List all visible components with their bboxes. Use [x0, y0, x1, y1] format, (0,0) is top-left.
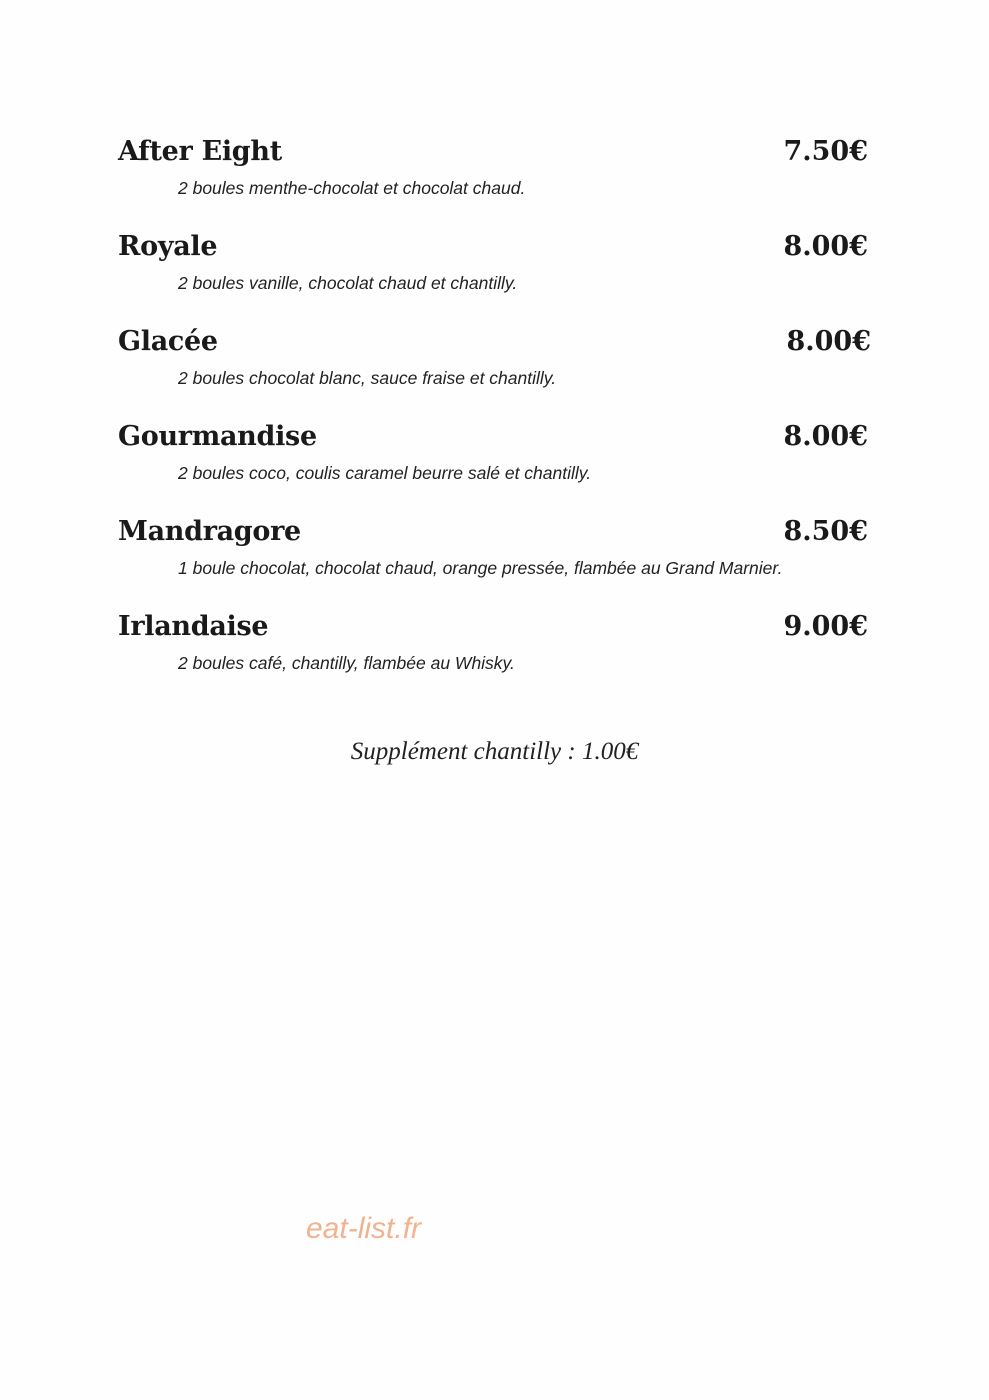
item-name: Mandragore — [118, 516, 301, 547]
menu-item-glacee — [118, 324, 870, 419]
item-name: After Eight — [118, 136, 282, 167]
dessert-menu — [118, 134, 870, 704]
item-price: 9.00€ — [783, 611, 868, 642]
item-name: Glacée — [118, 326, 218, 357]
menu-item-irlandaise — [118, 609, 870, 704]
item-description: 2 boules vanille, chocolat chaud et chantilly. — [178, 273, 518, 293]
item-name: Irlandaise — [118, 611, 269, 642]
item-price: 8.00€ — [783, 231, 868, 262]
item-description: 1 boule chocolat, chocolat chaud, orange pressée, flambée au Grand Marnier. — [178, 558, 783, 578]
item-description: 2 boules coco, coulis caramel beurre salé et chantilly. — [178, 463, 592, 483]
menu-item-after-eight — [118, 134, 870, 229]
item-description: 2 boules chocolat blanc, sauce fraise et chantilly. — [178, 368, 557, 388]
menu-item-royale — [118, 229, 870, 324]
item-price: 8.50€ — [783, 516, 868, 547]
supplement-note: Supplément chantilly : 1.00€ — [350, 738, 639, 765]
item-description: 2 boules menthe-chocolat et chocolat chaud. — [178, 178, 526, 198]
menu-item-mandragore — [118, 514, 870, 609]
item-name: Royale — [118, 231, 218, 262]
menu-item-gourmandise — [118, 419, 870, 514]
item-description: 2 boules café, chantilly, flambée au Whisky. — [178, 653, 515, 673]
item-price: 8.00€ — [783, 421, 868, 452]
item-price: 8.00€ — [786, 326, 871, 357]
item-name: Gourmandise — [118, 421, 317, 452]
item-price: 7.50€ — [783, 136, 868, 167]
watermark: eat-list.fr — [306, 1212, 422, 1245]
